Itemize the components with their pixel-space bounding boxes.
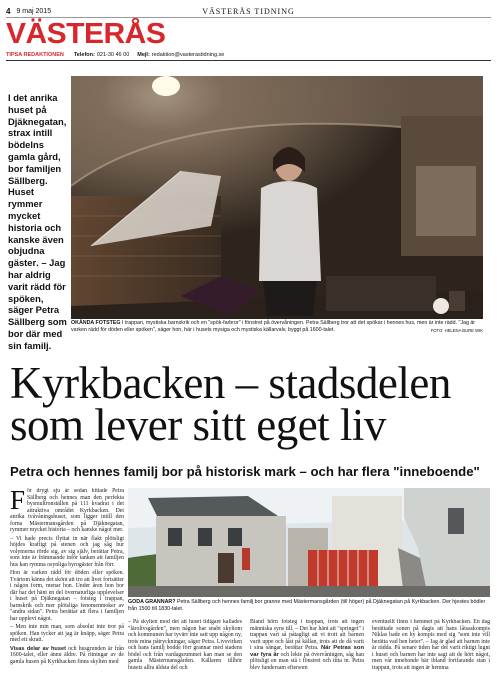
article-headline: Kyrkbacken – stadsdelen som lever sitt eget liv [10, 358, 451, 450]
photo-caption [71, 320, 483, 334]
email-address: redaktion@vasterastidning.se [151, 52, 225, 58]
photo-credit: FOTO: HELENA BURE WIK [430, 328, 483, 333]
paragraph: – Men inte min man, som absolut inte tror på spöken. Han tycker att jag är knäpp, säger Petra med ett skratt. [10, 624, 124, 643]
caption-lead: GODA GRANNAR? [128, 599, 176, 605]
contact-desk: TIPSA REDAKTIONEN [6, 52, 64, 58]
section-masthead: VÄSTERÅS [6, 18, 166, 50]
paragraph: ör drygt sju år sedan hittade Petra Sällberg och hennes man den perfekta bysmultronställen på 111 kvadrat i det attraktiva området Kyrkbacken. Det anrika tvåvåningshuset, som ligger intill den forna Mästermansgården på Djäknegatan, rymmer mycket historia – och kanske något mer. [10, 488, 124, 533]
intro-text: I det anrika huset på Djäknegatan, strax intill bödelns gamla gård, bor familjen Sällberg. Huset rymmer mycket historia och kanske även objudna gäster. – Jag har aldrig varit rädd för spöken, säger Petra Sällberg som bor där med sin familj. [8, 92, 67, 351]
body-column-2: – På skylten mod det att huset tidigare kallades "lärolivsgården", men någon har snabt skyltom och kommunen har tyvärr inte satt upp någon ny, trots mina påtryckningar, säger Petra. Livsvirken och hans familj bodde förr grannar med stadens bödel och från vardagsrummet kan man se den gamla Mästermansgården. Källaren tillhör husets allra äldsta del och [128, 619, 242, 671]
subheading: När Petras son var fyra år [250, 645, 364, 658]
phone-number: 021-30 46 00 [96, 52, 130, 58]
body-column-3 [250, 619, 364, 687]
masthead-rule [6, 60, 491, 61]
body-column-1 [10, 488, 124, 686]
subheading: Visas delar av huset [10, 645, 66, 652]
email-label: Mejl: [137, 52, 150, 58]
paragraph: – Vi hade precis flyttat in när flakt plötsligt höjdes kraftigt på stenen och jag såg hur volymerna rörde sig, av sig själv, berättar Petra, som inte är främmande inför tanken att familjen hus kan rymma osynliga byrogäster från förr. [10, 535, 124, 568]
street-photo-caption [128, 599, 490, 613]
contact-line [6, 52, 491, 58]
drop-cap: F [10, 488, 26, 515]
cellar-photo [71, 76, 483, 319]
page-header [6, 5, 491, 17]
page-number: 4 [6, 6, 11, 16]
article-subheadline: Petra och hennes familj bor på historisk mark – och har flera "inneboende" [10, 464, 480, 479]
newspaper-name: VÄSTERÅS TIDNING [198, 7, 299, 16]
street-photo [128, 488, 490, 597]
page-date: 9 maj 2015 [16, 7, 52, 15]
paragraph: och lekte på övervåningen, såg han plötsligt en man stå i fönstret och titta in. Petra blev fundersam eftersom [250, 651, 364, 671]
caption-lead: OKÄNDA FOTSTEG [71, 320, 121, 326]
paragraph: och husgrunden är från 1600-talet, eller ännu äldre. På ritningar av de gamla husen på Kyrkbacken finns skylten med [10, 645, 124, 665]
phone-label: Telefon: [73, 52, 95, 58]
caption-text: I trappan, mystiska barnskrik och en "spök-farbror" i fönstret på övervåningen. Petra Sällberg tror att det spökar i hennes hus, men är inte rädd. "Jag är varken rädd för döden eller spöken", säger hon, här i husets mysiga och mystiska källarvalv, byggt på 1600-talet. [71, 320, 476, 333]
caption-text: Petra Sällberg och hennes familj bor granne med Mästermansgården (till höger) på Djäknegatan på Kyrkbacken. Der hjestes bödler från 1500 till 1830-talet. [128, 599, 486, 612]
paragraph: Bland hörn fotsteg i trappan, trots att ingen människa syns till. – Det har hänt att "springet" i trappan vari så påtagligt att vi trott att barnen varit uppe och låst på källan, trots att de då varit i sina sängar, berättar Petra. [250, 619, 364, 651]
body-column-4: eventuellt finns i hemmet på Kyrkbacken. En dag berättade sonen på dagis att hans låtsaskompis Niklas bade en hy kompis med sig "som inte vill berätta vad hen heter". – Jag är glad att barnen inte är rädda. På senare tiden har det varit riktigt lugnt i huset och barnen har inte sagt att de hört något, men vår innebonde här ibland fortfarande stan i trappan, trots att ingen är hemma [372, 619, 490, 671]
paragraph: Hon är varken rädd för döden eller spöken. Tvärtom känns det skönt att tro att livet fortsätter i någon form, menar hon. Under åren hon bor där har det hänt en del övernaturliga upplevelser i huset på Djäknegatan – fotsteg i trappan, barnskrik och mer plötsliga fenomenmoker av "andra sidan". Petra berättar att flera i familjen har upplevt något. [10, 570, 124, 622]
